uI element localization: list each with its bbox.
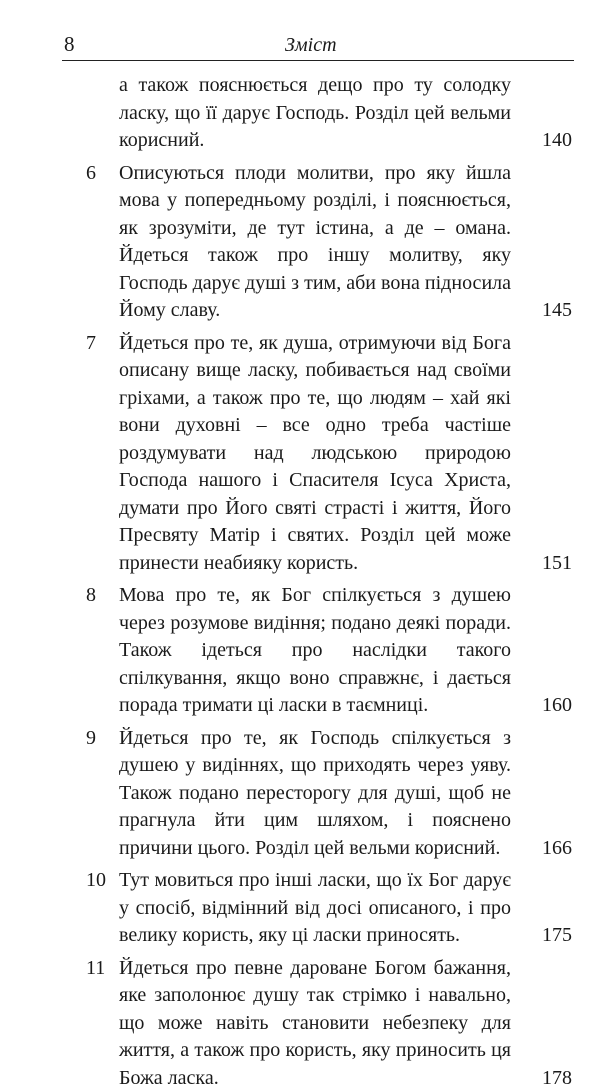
- toc-entry: [0, 955, 600, 1092]
- toc-entry-page: 166: [542, 835, 572, 863]
- table-of-contents: [0, 72, 600, 1092]
- toc-entry-text: Йдеться про те, як Господь спілкується з душею у видіннях, що приходять через уяву. Також подано пересторогу для душі, щоб не прагнула йти цим шляхом, і пояснено причини цього. Розділ цей вельми корисний.: [119, 725, 511, 863]
- toc-entry-number: 10: [86, 867, 114, 895]
- toc-entry-page: 140: [542, 127, 572, 155]
- toc-entry: [0, 867, 600, 950]
- toc-entry-number: 11: [86, 955, 114, 983]
- toc-entry-page: 145: [542, 297, 572, 325]
- toc-entry-text: а також пояснюється дещо про ту солодку ласку, що її дарує Господь. Розділ цей вельми корисний.: [119, 72, 511, 155]
- running-head-title: Зміст: [285, 34, 337, 57]
- toc-entry-page: 175: [542, 922, 572, 950]
- toc-entry-page: 178: [542, 1065, 572, 1092]
- toc-entry: [0, 72, 600, 155]
- toc-entry-text: Мова про те, як Бог спілкується з душею через розумове видіння; подано деякі поради. Також ідеться про наслідки такого спілкування, якщо воно справжнє, і дається порада тримати ці ласки в таємниці.: [119, 582, 511, 720]
- toc-entry: [0, 160, 600, 325]
- toc-entry-page: 151: [542, 550, 572, 578]
- toc-entry-number: 9: [86, 725, 114, 753]
- page-number: 8: [64, 32, 75, 57]
- toc-entry-number: 8: [86, 582, 114, 610]
- toc-entry-number: 7: [86, 330, 114, 358]
- toc-entry: [0, 330, 600, 578]
- toc-entry-text: Йдеться про певне дароване Богом бажання, яке заполонює душу так стрімко і навально, що може навіть становити небезпеку для життя, а також про користь, яку приносить ця Божа ласка.: [119, 955, 511, 1092]
- toc-entry-text: Описуються плоди молитви, про яку йшла мова у попередньому розділі, і пояснюється, як зрозуміти, де тут істина, а де – омана. Йдеться також про іншу молитву, яку Господь дарує душі з тим, аби вона підносила Йому славу.: [119, 160, 511, 325]
- header-rule: [62, 60, 574, 61]
- toc-entry: [0, 725, 600, 863]
- toc-entry-text: Йдеться про те, як душа, отримуючи від Бога описану вище ласку, побивається над своїми гріхами, а також про те, що людям – хай які вони духовні – все одно треба частіше роздумувати над людською природою Господа нашого і Спасителя Ісуса Христа, думати про Його святі страсті і життя, Його Пресвяту Матір і святих. Розділ цей може принести неабияку користь.: [119, 330, 511, 578]
- toc-entry-text: Тут мовиться про інші ласки, що їх Бог дарує у спосіб, відмінний від досі описаного, і про велику користь, яку ці ласки приносять.: [119, 867, 511, 950]
- toc-entry-number: 6: [86, 160, 114, 188]
- toc-entry-page: 160: [542, 692, 572, 720]
- toc-entry: [0, 582, 600, 720]
